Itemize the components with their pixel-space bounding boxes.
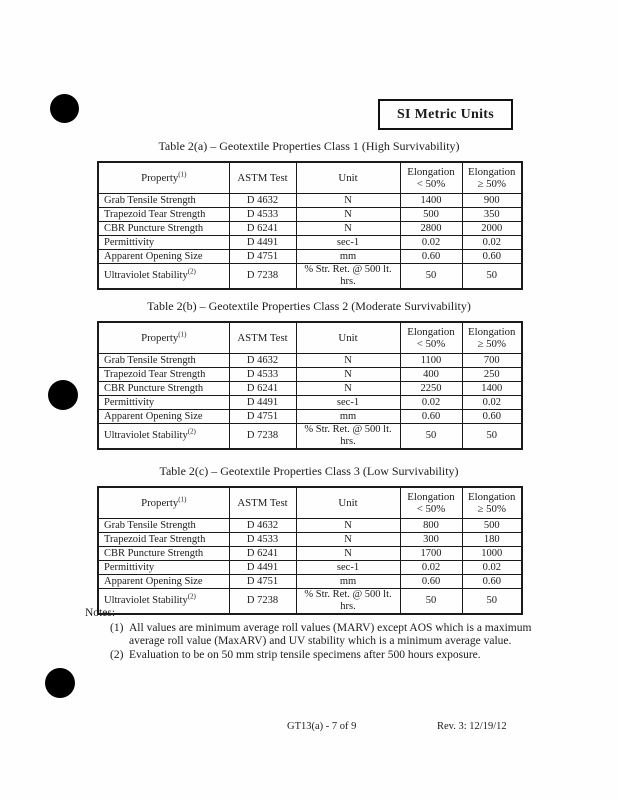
table-cell: 1100 (400, 354, 462, 368)
table-row (98, 519, 522, 533)
table-cell: N (296, 354, 400, 368)
table-cell: D 6241 (229, 382, 296, 396)
table-cell: 50 (462, 264, 522, 290)
property-cell: Apparent Opening Size (98, 410, 229, 424)
table-cell: 50 (400, 264, 462, 290)
table-cell: 0.60 (462, 410, 522, 424)
punch-hole-icon (50, 94, 79, 123)
table-cell: D 4533 (229, 208, 296, 222)
geotextile-table-class3 (97, 486, 523, 615)
table-cell: D 4491 (229, 561, 296, 575)
table-cell: mm (296, 575, 400, 589)
table-cell: 1000 (462, 547, 522, 561)
table-cell: 900 (462, 194, 522, 208)
table-row (98, 396, 522, 410)
table-cell: N (296, 547, 400, 561)
column-header: Unit (296, 322, 400, 354)
table-title: Table 2(a) – Geotextile Properties Class 1 (High Survivability) (158, 139, 460, 153)
table-cell: N (296, 208, 400, 222)
column-header: Unit (296, 487, 400, 519)
table-cell: 800 (400, 519, 462, 533)
footer-revision: Rev. 3: 12/19/12 (437, 721, 507, 732)
property-cell: Apparent Opening Size (98, 250, 229, 264)
table-cell: 0.02 (462, 236, 522, 250)
property-cell: Permittivity (98, 236, 229, 250)
table-cell: 50 (400, 424, 462, 450)
property-cell: Grab Tensile Strength (98, 519, 229, 533)
property-cell: Trapezoid Tear Strength (98, 208, 229, 222)
table-cell: 700 (462, 354, 522, 368)
note-item (85, 622, 547, 649)
header-row (98, 322, 522, 354)
table-row (98, 222, 522, 236)
property-cell: Trapezoid Tear Strength (98, 368, 229, 382)
table-cell: 2000 (462, 222, 522, 236)
property-cell: Ultraviolet Stability$^{(2)}$ (98, 589, 229, 615)
table-cell: N (296, 519, 400, 533)
table-cell: 350 (462, 208, 522, 222)
table-cell: D 4533 (229, 368, 296, 382)
table-cell: % Str. Ret. @ 500 lt. hrs. (296, 424, 400, 450)
table-cell: 0.60 (462, 250, 522, 264)
column-header: Unit (296, 162, 400, 194)
table-cell: 0.60 (400, 410, 462, 424)
table-section-2c (0, 464, 618, 615)
table-row (98, 547, 522, 561)
table-cell: 1400 (400, 194, 462, 208)
table-cell: 400 (400, 368, 462, 382)
column-header: Elongation < 50% (400, 487, 462, 519)
table-cell: 500 (400, 208, 462, 222)
table-cell: 0.02 (462, 561, 522, 575)
table-cell: mm (296, 250, 400, 264)
table-row (98, 424, 522, 450)
notes-section (85, 607, 547, 662)
table-row (98, 354, 522, 368)
table-cell: 250 (462, 368, 522, 382)
table-row (98, 236, 522, 250)
table-row (98, 410, 522, 424)
geotextile-table-class1 (97, 161, 523, 290)
property-cell: Grab Tensile Strength (98, 354, 229, 368)
table-cell: D 7238 (229, 264, 296, 290)
note-number: (1) (110, 621, 124, 634)
table-cell: 0.02 (400, 561, 462, 575)
column-header: ASTM Test (229, 162, 296, 194)
table-cell: 300 (400, 533, 462, 547)
table-cell: N (296, 368, 400, 382)
table-cell: 1700 (400, 547, 462, 561)
table-cell: 0.02 (462, 396, 522, 410)
property-cell: Grab Tensile Strength (98, 194, 229, 208)
table-row (98, 561, 522, 575)
table-cell: 180 (462, 533, 522, 547)
property-cell: Permittivity (98, 561, 229, 575)
table-cell: N (296, 222, 400, 236)
table-cell: D 4491 (229, 236, 296, 250)
column-header: Elongation < 50% (400, 162, 462, 194)
table-cell: D 4632 (229, 194, 296, 208)
table-cell: 0.02 (400, 396, 462, 410)
note-item (85, 649, 547, 663)
punch-hole-icon (45, 668, 75, 698)
column-header: Elongation ≥ 50% (462, 322, 522, 354)
table-row (98, 250, 522, 264)
property-cell: CBR Puncture Strength (98, 382, 229, 396)
table-cell: D 7238 (229, 589, 296, 615)
property-cell: CBR Puncture Strength (98, 547, 229, 561)
table-cell: D 4533 (229, 533, 296, 547)
table-title: Table 2(c) – Geotextile Properties Class 3 (Low Survivability) (159, 464, 459, 478)
column-header: Property$^{(1)}$ (98, 487, 229, 519)
table-cell: N (296, 533, 400, 547)
column-header: Elongation < 50% (400, 322, 462, 354)
column-header: ASTM Test (229, 487, 296, 519)
table-cell: 500 (462, 519, 522, 533)
column-header: Elongation ≥ 50% (462, 487, 522, 519)
table-cell: 0.60 (400, 250, 462, 264)
table-section-2a (0, 139, 618, 290)
table-cell: D 6241 (229, 222, 296, 236)
table-cell: 50 (462, 424, 522, 450)
table-row (98, 533, 522, 547)
property-cell: Apparent Opening Size (98, 575, 229, 589)
property-cell: Permittivity (98, 396, 229, 410)
table-cell: D 4751 (229, 410, 296, 424)
table-cell: mm (296, 410, 400, 424)
table-row (98, 575, 522, 589)
si-metric-units-stamp: SI Metric Units (378, 99, 513, 130)
table-section-2b (0, 299, 618, 450)
table-cell: D 4751 (229, 575, 296, 589)
table-row (98, 264, 522, 290)
table-cell: D 4751 (229, 250, 296, 264)
table-cell: 0.60 (462, 575, 522, 589)
column-header: Property$^{(1)}$ (98, 162, 229, 194)
table-cell: sec-1 (296, 236, 400, 250)
table-cell: sec-1 (296, 561, 400, 575)
table-cell: N (296, 382, 400, 396)
column-header: ASTM Test (229, 322, 296, 354)
table-cell: N (296, 194, 400, 208)
table-row (98, 194, 522, 208)
property-cell: CBR Puncture Strength (98, 222, 229, 236)
table-cell: 1400 (462, 382, 522, 396)
table-cell: D 7238 (229, 424, 296, 450)
header-row (98, 487, 522, 519)
column-header: Elongation ≥ 50% (462, 162, 522, 194)
notes-label: Notes: (85, 607, 116, 619)
column-header: Property$^{(1)}$ (98, 322, 229, 354)
table-row (98, 208, 522, 222)
footer-doc-number: GT13(a) - 7 of 9 (287, 721, 357, 732)
table-title: Table 2(b) – Geotextile Properties Class 2 (Moderate Survivability) (147, 299, 471, 313)
table-cell: sec-1 (296, 396, 400, 410)
note-number: (2) (110, 648, 124, 661)
table-cell: D 4491 (229, 396, 296, 410)
note-text: Evaluation to be on 50 mm strip tensile specimens after 500 hours exposure. (129, 648, 481, 661)
table-cell: 2800 (400, 222, 462, 236)
table-cell: 0.60 (400, 575, 462, 589)
property-cell: Ultraviolet Stability$^{(2)}$ (98, 424, 229, 450)
table-cell: D 6241 (229, 547, 296, 561)
table-cell: D 4632 (229, 354, 296, 368)
header-row (98, 162, 522, 194)
table-cell: 50 (400, 589, 462, 615)
table-cell: % Str. Ret. @ 500 lt. hrs. (296, 264, 400, 290)
geotextile-table-class2 (97, 321, 523, 450)
property-cell: Ultraviolet Stability$^{(2)}$ (98, 264, 229, 290)
table-cell: D 4632 (229, 519, 296, 533)
note-text: All values are minimum average roll values (MARV) except AOS which is a maximum average roll value (MaxARV) and UV stability which is a minimum average value. (129, 621, 532, 647)
table-cell: 50 (462, 589, 522, 615)
property-cell: Trapezoid Tear Strength (98, 533, 229, 547)
table-cell: % Str. Ret. @ 500 lt. hrs. (296, 589, 400, 615)
table-row (98, 382, 522, 396)
table-cell: 0.02 (400, 236, 462, 250)
table-row (98, 368, 522, 382)
table-cell: 2250 (400, 382, 462, 396)
